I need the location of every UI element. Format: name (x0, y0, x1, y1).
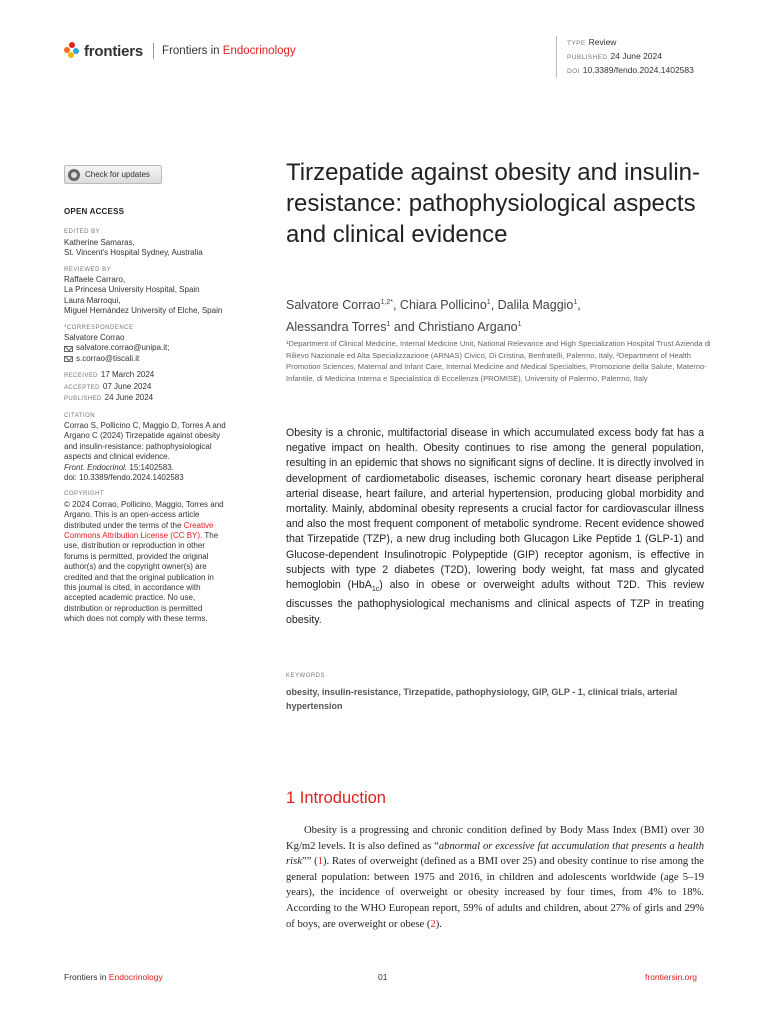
frontiers-logo[interactable] (64, 42, 296, 60)
author-separator: , (392, 298, 400, 313)
body-text: ). Rates of overweight (defined as a BMI over 25) and obesity continue to rise among the general population: between 1975 and 2016, in children and adolescents worldwide (age 5–19 years), the incidence of overweight or obesity increased by four times, from 4% to 18%. According to the WHO European report, 59% of adults and children, about 27% of girls and 29% of boys, are overweight or obese ( (286, 856, 704, 930)
envelope-icon (64, 356, 73, 362)
reviewer-affiliation: La Princesa University Hospital, Spain (64, 285, 200, 295)
check-for-updates-button[interactable] (64, 165, 162, 184)
footer-site-link[interactable]: frontiersin.org (645, 972, 697, 982)
reference-link[interactable]: 2 (430, 918, 436, 930)
author-affil-sup: 1 (573, 299, 578, 306)
license-link[interactable]: Creative (183, 520, 214, 530)
author-name[interactable]: Christiano Argano (418, 320, 518, 335)
body-text: Obesity is a progressing and chronic condition defined by Body Mass Index (BMI) over 30 Kg/m2 levels. It is also defined as “ (286, 825, 704, 852)
copyright-line: which does not comply with these terms. (64, 614, 208, 624)
published-date: 24 June 2024 (104, 393, 154, 403)
open-access-label: OPEN ACCESS (64, 207, 125, 216)
abstract-text: ) also in obese or overweight adults without T2D. This review discusses the pathophysiological mechanisms and clinical aspects of TZP in treating obesity. (286, 579, 704, 626)
license-link[interactable]: Commons Attribution License (CC BY). (64, 530, 203, 540)
copyright-line: distribution or reproduction is permitted (64, 603, 203, 613)
journal-field: Endocrinology (222, 45, 296, 57)
author-name[interactable]: Salvatore Corrao (286, 298, 381, 313)
author-name[interactable]: Dalila Maggio (497, 298, 574, 313)
copyright-line (64, 531, 269, 541)
published-label: PUBLISHED (567, 54, 608, 61)
citation-journal-line (64, 463, 269, 473)
header-divider (153, 43, 154, 59)
author-affil-sup: 1 (486, 299, 491, 306)
envelope-icon (64, 346, 73, 352)
citation-volume: 15:1402583. (127, 462, 174, 472)
reviewer-name: Raffaele Carraro, (64, 275, 126, 285)
published-value: 24 June 2024 (610, 51, 662, 61)
copyright-line: this journal is cited, in accordance with (64, 583, 201, 592)
reference-link[interactable]: 1 (317, 856, 323, 868)
copyright-line: © 2024 Corrao, Pollicino, Maggio, Torres and (64, 499, 224, 509)
keywords-label: KEYWORDS (286, 673, 326, 679)
citation-line: aspects and clinical evidence. (64, 452, 170, 462)
citation-line: and insulin-resistance: pathophysiological (64, 441, 212, 451)
copyright-line: Argano. This is an open-access article (64, 510, 200, 520)
reviewer-affiliation: Miguel Hernández University of Elche, Spain (64, 306, 223, 316)
copyright-line: forums is permitted, provided the original (64, 551, 209, 561)
author-name[interactable]: Chiara Pollicino (399, 298, 487, 313)
journal-prefix: Frontiers in (162, 45, 220, 57)
author-separator: and (390, 320, 419, 335)
copyright-label: COPYRIGHT (64, 491, 105, 498)
copyright-line: author(s) and the copyright owner(s) are (64, 562, 207, 572)
copyright-line: accepted academic practice. No use, (64, 593, 196, 603)
copyright-line: credited and that the original publication in (64, 572, 214, 582)
check-updates-icon (68, 169, 80, 181)
type-value: Review (588, 37, 617, 47)
type-label: TYPE (567, 40, 586, 47)
author-separator: , (490, 298, 498, 313)
page-number: 01 (378, 972, 388, 982)
email-address: salvatore.corrao@unipa.it; (76, 343, 170, 353)
reviewed-by-label: REVIEWED BY (64, 266, 112, 273)
frontiers-logo-icon (64, 42, 80, 60)
email-address: s.corrao@tiscali.it (76, 353, 140, 363)
editor-affiliation: St. Vincent's Hospital Sydney, Australia (64, 248, 203, 258)
author-name[interactable]: Alessandra Torres (286, 320, 387, 335)
author-affil-sup: 1 (517, 321, 522, 329)
abstract-subscript: 1c (371, 586, 380, 594)
author-affil-sup: 1,2* (380, 299, 393, 306)
doi-link[interactable]: 10.3389/fendo.2024.1402583 (582, 65, 694, 75)
reviewer-name: Laura Marroqui, (64, 295, 121, 305)
footer-journal-prefix: Frontiers in (64, 972, 107, 982)
body-quote: abnormal or excessive fat accumulation that presents a health risk (286, 840, 704, 868)
sidebar-info (64, 207, 269, 625)
check-updates-label: Check for updates (85, 170, 150, 179)
citation-line: Corrao S, Pollicino C, Maggio D, Torres A and (64, 420, 226, 430)
author-list (286, 293, 716, 337)
footer-journal-field: Endocrinology (108, 972, 163, 982)
affiliations: ¹Department of Clinical Medicine, Internal Medicine Unit, National Relevance and High Specialization Hospital Trust Azienda di Rilievo Nazionale ed Alta Specializzazione (ARNAS) Civico, Di Cristina, Benfratelli, Palermo, Italy, ²Department of Health Promotion Sciences, Maternal and Infant Care, Internal Medicine and Medical Specialties, Promozione della Salute, Materno-Infantile, di Medicina Interna e Specialistica di Eccellenza (PROMISE), University of Palermo, Palermo, Italy (286, 339, 711, 383)
body-text: ”” ( (301, 856, 318, 868)
article-title: Tirzepatide against obesity and insulin-resistance: pathophysiological aspects and clinical evidence (286, 159, 701, 248)
author-separator: , (577, 298, 581, 313)
email-link[interactable] (64, 354, 269, 364)
received-date: 17 March 2024 (100, 370, 155, 380)
citation-label: CITATION (64, 412, 96, 419)
citation-journal: Front. Endocrinol. (64, 462, 128, 472)
copyright-line: use, distribution or reproduction in other (64, 541, 205, 551)
article-meta (556, 36, 694, 78)
footer-journal[interactable] (64, 972, 163, 982)
introduction-paragraph (286, 823, 704, 932)
published-label: PUBLISHED (64, 396, 102, 403)
copyright-text: distributed under the terms of the (64, 520, 182, 530)
email-link[interactable] (64, 343, 269, 353)
brand-name: frontiers (84, 42, 144, 60)
correspondence-label: *CORRESPONDENCE (64, 324, 134, 331)
abstract-text: Obesity is a chronic, multifactorial disease in which accumulated excess body fat has a negative impact on health. Obesity continues to rise among the general population, resulting in an epidemic that shows no significant signs of decline. It is directly involved in development of cardiometabolic diseases, ischemic coronary heart disease peripheral arterial disease, heart failure, and arterial hypertension, producing global morbidity and mortality. Mainly, abdominal obesity represents a crucial factor for cardiovascular illness and also the most frequent component of metabolic syndrome. Recent evidence showed that Tirzepatide (TZP), a new drug including both Glucagon Like Peptide 1 (GLP-1) and Glucose-dependent Insulinotropic Polypeptide (GIP) receptor agonism, is effective in subjects with type 2 diabetes (T2D), lowering body weight, fat mass and glycated hemoglobin (HbA (286, 427, 704, 592)
edited-by-label: EDITED BY (64, 229, 101, 236)
editor-name: Katherine Samaras, (64, 237, 135, 247)
keywords: obesity, insulin-resistance, Tirzepatide, pathophysiology, GIP, GLP - 1, clinical trials, arterial hypertension (286, 687, 678, 711)
journal-name[interactable] (162, 45, 296, 57)
author-affil-sup: 1 (386, 321, 391, 329)
citation-doi: doi: 10.3389/fendo.2024.1402583 (64, 472, 184, 482)
article-dates (64, 370, 269, 404)
doi-label: DOI (567, 68, 580, 75)
accepted-label: ACCEPTED (64, 384, 100, 391)
copyright-line (64, 521, 269, 531)
section-heading-introduction: 1 Introduction (286, 789, 386, 807)
correspondence-name: Salvatore Corrao (64, 333, 125, 343)
body-text: ). (435, 918, 442, 930)
accepted-date: 07 June 2024 (102, 381, 152, 391)
abstract (286, 426, 704, 628)
citation-line: Argano C (2024) Tirzepatide against obesity (64, 431, 221, 441)
received-label: RECEIVED (64, 373, 98, 380)
copyright-text: The (202, 530, 219, 540)
